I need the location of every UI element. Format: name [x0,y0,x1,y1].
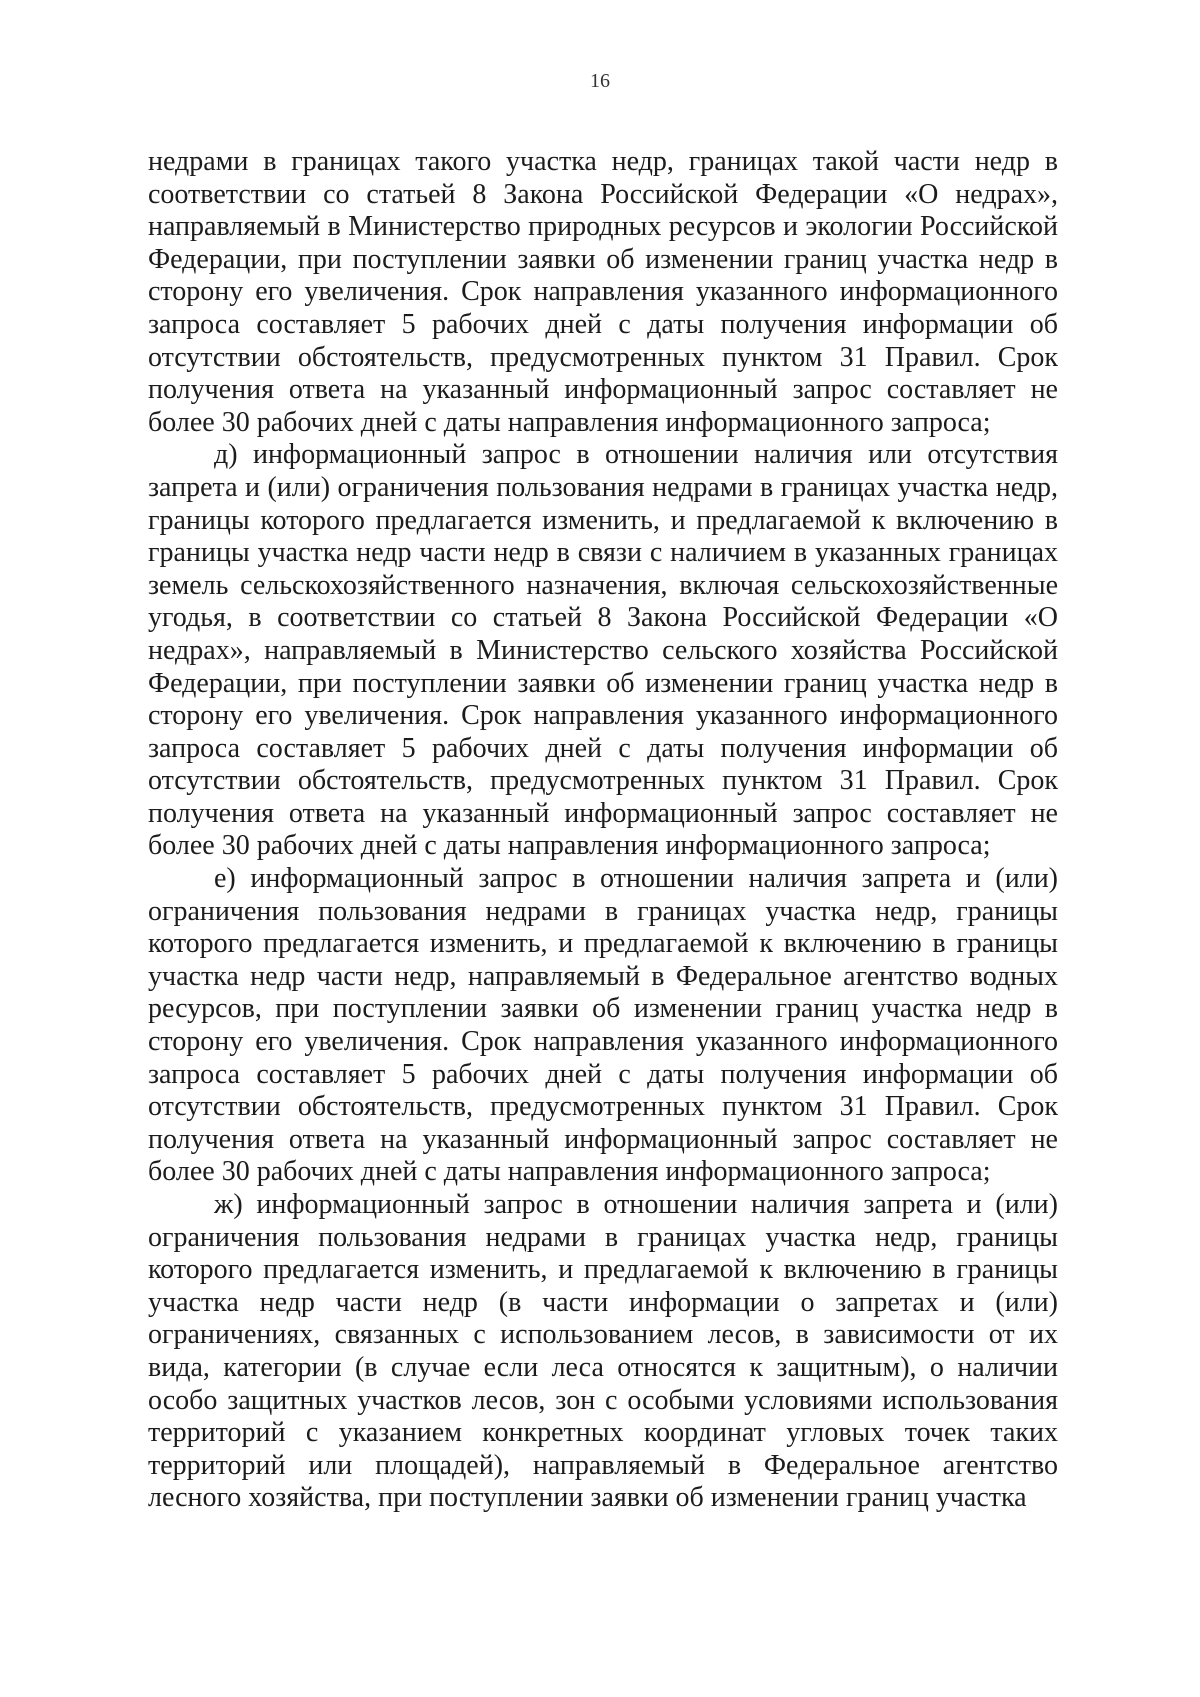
document-body [148,146,1058,1515]
paragraph-item-d: д) информационный запрос в отношении наличия или отсутствия запрета и (или) ограничения пользования недрами в границах участка недр, границы которого предлагается изменить, и предлагаемой к включению в границы участка недр части недр в связи с наличием в указанных границах земель сельскохозяйственного назначения, включая сельскохозяйственные угодья, в соответствии со статьей 8 Закона Российской Федерации «О недрах», направляемый в Министерство сельского хозяйства Российской Федерации, при поступлении заявки об изменении границ участка недр в сторону его увеличения. Срок направления указанного информационного запроса составляет 5 рабочих дней с даты получения информации об отсутствии обстоятельств, предусмотренных пунктом 31 Правил. Срок получения ответа на указанный информационный запрос составляет не более 30 рабочих дней с даты направления информационного запроса; [148,439,1058,862]
paragraph-item-zh: ж) информационный запрос в отношении наличия запрета и (или) ограничения пользования недрами в границах участка недр, границы которого предлагается изменить, и предлагаемой к включению в границы участка недр части недр (в части информации о запретах и (или) ограничениях, связанных с использованием лесов, в зависимости от их вида, категории (в случае если леса относятся к защитным), о наличии особо защитных участков лесов, зон с особыми условиями использования территорий с указанием конкретных координат угловых точек таких территорий или площадей), направляемый в Федеральное агентство лесного хозяйства, при поступлении заявки об изменении границ участка [148,1189,1058,1514]
paragraph-continuation: недрами в границах такого участка недр, границах такой части недр в соответствии со статьей 8 Закона Российской Федерации «О недрах», направляемый в Министерство природных ресурсов и экологии Российской Федерации, при поступлении заявки об изменении границ участка недр в сторону его увеличения. Срок направления указанного информационного запроса составляет 5 рабочих дней с даты получения информации об отсутствии обстоятельств, предусмотренных пунктом 31 Правил. Срок получения ответа на указанный информационный запрос составляет не более 30 рабочих дней с даты направления информационного запроса; [148,146,1058,438]
page-number: 16 [590,70,610,92]
paragraph-item-e: е) информационный запрос в отношении наличия запрета и (или) ограничения пользования недрами в границах участка недр, границы которого предлагается изменить, и предлагаемой к включению в границы участка недр части недр, направляемый в Федеральное агентство водных ресурсов, при поступлении заявки об изменении границ участка недр в сторону его увеличения. Срок направления указанного информационного запроса составляет 5 рабочих дней с даты получения информации об отсутствии обстоятельств, предусмотренных пунктом 31 Правил. Срок получения ответа на указанный информационный запрос составляет не более 30 рабочих дней с даты направления информационного запроса; [148,863,1058,1188]
